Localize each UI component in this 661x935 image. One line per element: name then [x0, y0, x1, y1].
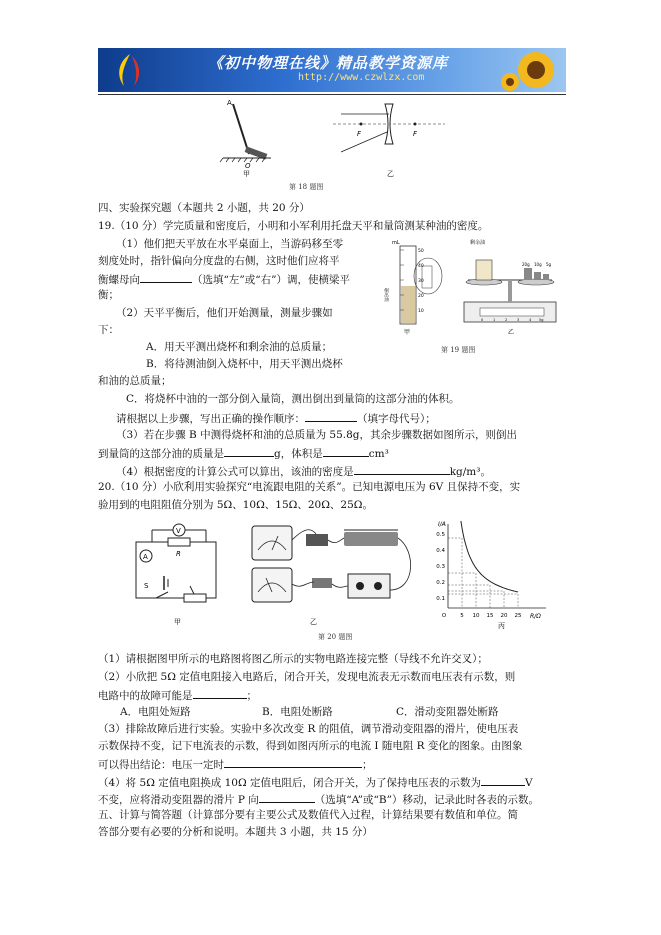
fig20-sub-yi: 乙	[310, 618, 317, 626]
q20-answer-blank-direction[interactable]	[259, 791, 315, 803]
fig19-weight-5g: 5g	[546, 262, 552, 267]
fig19-sub-yi: 乙	[508, 329, 515, 336]
q19-p3-line2-c: cm³	[368, 448, 389, 460]
fig20-switch-label: S	[144, 582, 149, 590]
q19-answer-blank-order[interactable]	[305, 410, 357, 422]
fig19-tick-40: 40	[418, 264, 424, 269]
q20-intro-line2: 验用到的电阻阻值分别为 5Ω、10Ω、15Ω、20Ω、25Ω。	[98, 499, 373, 511]
q19-p1-line4: 衡；	[98, 289, 119, 301]
site-logo-icon	[110, 50, 150, 90]
q20-p3-line3-a: 可以得出结论：电压一定时	[98, 759, 224, 771]
fig20-caption: 第 20 题图	[318, 633, 353, 641]
fig19-tick-30: 30	[418, 279, 424, 284]
q19-p3-line1: （3）若在步骤 B 中测得烧杯和油的总质量为 55.8g，其余步骤数据如图所示，则倒出	[116, 429, 518, 441]
q20-p3-line3-b: ；	[362, 759, 373, 771]
q20-answer-blank-conclusion[interactable]	[224, 756, 362, 768]
q20-p4-line1	[98, 774, 533, 790]
q20-p3-line2: 示数保持不变，记下电流表的示数，得到如图丙所示的电流 I 随电阻 R 变化的图象。由图象	[98, 740, 523, 752]
fig18-sub-jia: 甲	[243, 170, 250, 178]
q19-p1-line3	[98, 271, 350, 287]
fig20-ytick-0.5: 0.5	[436, 532, 445, 538]
fig20-ytick-0.2: 0.2	[436, 580, 445, 586]
q19-p2-line1: （2）天平平衡后，他们开始测量，测量步骤如	[116, 307, 333, 319]
q19-p2-line2: 下：	[98, 324, 119, 336]
q20-p2-line2-b: ；	[246, 690, 257, 702]
q20-p3-line1: （3）排除故障后进行实验。实验中多次改变 R 的阻值，调节滑动变阻器的滑片，使电压表	[98, 723, 519, 735]
fig20-ytick-0.4: 0.4	[436, 548, 445, 554]
q19-step-B1: B．将待测油倒入烧杯中，用天平测出烧杯	[146, 358, 343, 370]
fig19-scale-2: 2	[505, 318, 508, 322]
fig19-weight-10g: 10g	[534, 262, 542, 267]
q19-order-b: （填字母代号）；	[357, 413, 436, 425]
q19-p3-line2	[98, 445, 389, 461]
q20-option-C: C．滑动变阻器处断路	[396, 706, 499, 718]
fig20-xtick-5: 5	[460, 613, 464, 619]
q20-answer-blank-voltage[interactable]	[481, 774, 525, 786]
fig20-sub-jia: 甲	[174, 618, 181, 626]
fig18-caption: 第 18 题图	[289, 183, 324, 191]
q19-p1-line3-a: 衡螺母向	[98, 274, 140, 286]
q20-p4-line2-a: 不变，应将滑动变阻器的滑片 P 向	[98, 794, 259, 806]
figure-19	[384, 236, 564, 336]
q20-p2-line2	[98, 687, 257, 703]
fig20-resistor-label: R	[176, 550, 181, 558]
fig18-label-O: O	[245, 162, 251, 170]
fig19-pour-label: 倒出油	[384, 288, 389, 302]
fig20-xtick-25: 25	[514, 613, 522, 619]
q20-p4-line1-a: （4）将 5Ω 定值电阻换成 10Ω 定值电阻后，闭合开关，为了保持电压表的示数为	[98, 777, 481, 789]
banner-title: 《初中物理在线》精品教学资源库	[208, 54, 449, 72]
fig20-current-curve	[461, 521, 518, 592]
fig18-label-F-right: F	[413, 130, 418, 138]
fig20-ytick-0.1: 0.1	[436, 596, 445, 602]
q19-p1-line2: 刻度处时，指针偏向分度盘的右侧，这时他们应将平	[98, 255, 340, 267]
q20-p2-line2-a: 电路中的故障可能是	[98, 690, 193, 702]
fig20-xtick-O: O	[441, 613, 447, 619]
q19-p4-a: （4）根据密度的计算公式可以算出，该油的密度是	[116, 466, 354, 478]
fig19-sub-jia: 甲	[404, 329, 411, 336]
q20-intro-line1: 20.（10 分）小欣利用实验探究“电流跟电阻的关系”。已知电源电压为 6V 且保持不变，实	[98, 481, 521, 493]
fig19-caption: 第 19 题图	[441, 346, 476, 354]
fig19-scale-0: 0	[481, 318, 484, 322]
header-rule	[98, 94, 566, 95]
section5-line2: 答部分要有必要的分析和说明。本题共 3 小题，共 15 分）	[98, 826, 373, 838]
q19-p3-line2-b: g，体积是	[274, 448, 323, 460]
fig20-graph-xlabel: R/Ω	[530, 613, 541, 620]
fig20-sub-bing: 丙	[498, 622, 505, 630]
fig19-remain-label: 剩余油	[470, 240, 486, 246]
q20-p1: （1）请根据图甲所示的电路图将图乙所示的实物电路连接完整（导线不允许交叉）；	[98, 653, 488, 665]
fig20-xtick-15: 15	[486, 613, 494, 619]
fig18-label-F-left: F	[357, 130, 362, 138]
q20-option-A: A．电阻处短路	[120, 706, 191, 718]
fig19-scale-5g: 5g	[539, 318, 544, 322]
section4-heading: 四、实验探究题（本题共 2 小题，共 20 分）	[98, 202, 310, 214]
q20-answer-blank-fault[interactable]	[193, 687, 247, 699]
q19-step-A: A．用天平测出烧杯和剩余油的总质量；	[146, 341, 333, 353]
q20-p4-line1-b: V	[524, 777, 533, 789]
fig19-weight-20g: 20g	[522, 262, 530, 267]
q19-intro: 19.（10 分）学完质量和密度后，小明和小军利用托盘天平和量筒测某种油的密度。	[98, 220, 489, 232]
q19-p4-b: kg/m³。	[449, 466, 491, 478]
q19-order-a: 请根据以上步骤，写出正确的操作顺序：	[116, 413, 305, 425]
q19-step-C: C．将烧杯中油的一部分倒入量筒，测出倒出到量筒的这部分油的体积。	[126, 393, 460, 405]
section5-line1: 五、计算与简答题（计算部分要有主要公式及数值代入过程，计算结果要有数值和单位。简	[98, 809, 518, 821]
fig20-xtick-20: 20	[500, 613, 508, 619]
figure-20	[126, 520, 566, 630]
fig19-scale-4: 4	[529, 318, 532, 322]
fig20-xtick-10: 10	[472, 613, 480, 619]
fig19-tick-20: 20	[418, 294, 424, 299]
q19-p3-line2-a: 到量筒的这部分油的质量是	[98, 448, 224, 460]
fig19-ml-label: mL	[392, 240, 400, 246]
fig19-tick-10: 10	[418, 309, 424, 314]
fig20-ammeter-label: A	[143, 553, 148, 561]
q19-p1-line1: （1）他们把天平放在水平桌面上，当游码移至零	[116, 238, 344, 250]
figure-18	[215, 96, 455, 178]
q19-answer-blank-1[interactable]	[140, 271, 192, 283]
sunflower-icon	[498, 48, 558, 92]
q20-option-B: B．电阻处断路	[262, 706, 333, 718]
q19-step-B2: 和油的总质量；	[98, 375, 172, 387]
fig19-scale-1: 1	[493, 318, 496, 322]
fig20-ytick-0.3: 0.3	[436, 564, 445, 570]
q19-answer-blank-mass[interactable]	[224, 445, 274, 457]
fig20-graph-ylabel: I/A	[438, 521, 446, 528]
banner-url: http://www.czwlzx.com	[298, 72, 425, 83]
fig19-scale-3: 3	[517, 318, 520, 322]
fig18-label-A: A	[227, 99, 232, 107]
fig19-tick-50: 50	[418, 249, 424, 254]
q20-p3-line3	[98, 756, 373, 772]
q19-p1-line3-b: （选填“左”或“右”）调，使横梁平	[192, 274, 350, 286]
fig20-voltmeter-label: V	[176, 527, 181, 535]
q20-p2-line1: （2）小欣把 5Ω 定值电阻接入电路后，闭合开关，发现电流表无示数而电压表有示数，则	[98, 671, 516, 683]
q20-p4-line2	[98, 791, 539, 807]
fig18-sub-yi: 乙	[387, 170, 394, 178]
q19-answer-blank-density[interactable]	[354, 463, 450, 475]
header-banner	[98, 48, 566, 92]
q20-p4-line2-b: （选填“A”或“B”）移动，记录此时各表的示数。	[314, 794, 539, 806]
q19-answer-blank-volume[interactable]	[323, 445, 369, 457]
q19-p4-line	[116, 463, 491, 479]
q19-order-line	[116, 410, 436, 426]
